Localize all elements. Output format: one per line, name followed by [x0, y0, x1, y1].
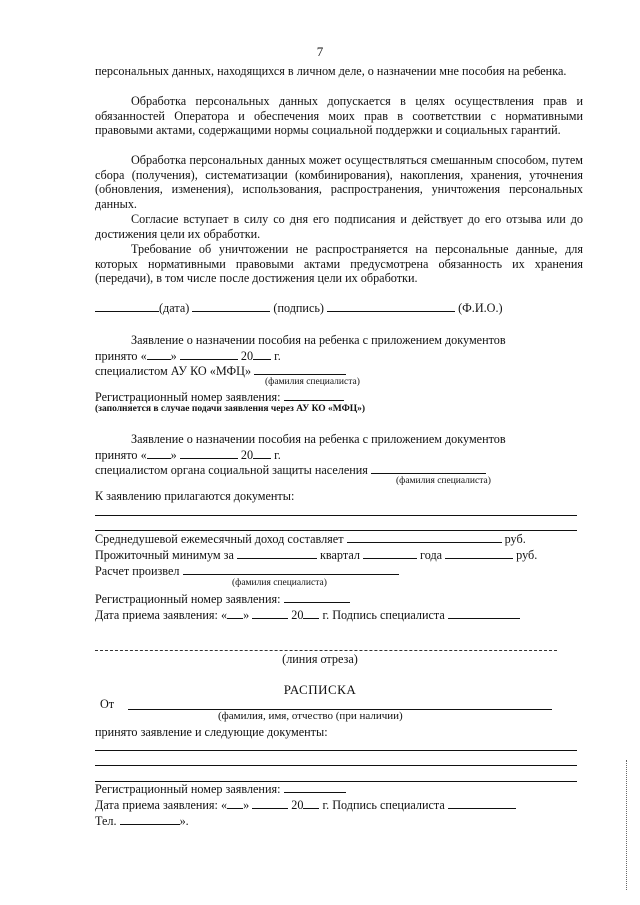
- ssz-attached-docs-label: К заявлению прилагаются документы:: [95, 489, 295, 503]
- mfc-statement-text: Заявление о назначении пособия на ребенка с приложением документов: [131, 333, 506, 347]
- cut-line: [95, 650, 557, 651]
- mfc-accepted-line: принято « » 20 г.: [95, 349, 281, 363]
- attached-docs-line-1: [95, 515, 577, 516]
- receipt-from-label: От: [100, 697, 115, 711]
- receipt-docs-line-1: [95, 750, 577, 751]
- consent-paragraph-validity: Согласие вступает в силу со дня его подписания и действует до его отзыва или до достижения цели их обработки.: [95, 212, 583, 241]
- receipt-registration-line: Регистрационный номер заявления:: [95, 781, 346, 796]
- consent-paragraph-method: Обработка персональных данных может осуществляться смешанным способом, путем сбора (получения), систематизации (комбинирования), накопления, хранения, уточнения (обновления, изменения), использования, распространения, уничтожения персональных данных.: [95, 153, 583, 211]
- ssz-specialist-line: специалистом органа социальной защиты населения: [95, 462, 486, 477]
- income-line: Среднедушевой ежемесячный доход составляет руб.: [95, 532, 526, 546]
- mfc-specialist-caption: (фамилия специалиста): [265, 377, 360, 387]
- mfc-registration-line: Регистрационный номер заявления:: [95, 389, 344, 404]
- signature-fio-label: (Ф.И.О.): [458, 301, 503, 315]
- signature-line: [95, 300, 503, 315]
- receipt-accepted-docs-label: принято заявление и следующие документы:: [95, 725, 328, 739]
- calc-caption: (фамилия специалиста): [232, 578, 327, 588]
- signature-sign-label: (подпись): [273, 301, 324, 315]
- signature-date-label: (дата): [159, 301, 190, 315]
- consent-paragraph-continuation: персональных данных, находящихся в личном деле, о назначении мне пособия на ребенка.: [95, 64, 567, 78]
- ssz-registration-line: Регистрационный номер заявления:: [95, 591, 350, 606]
- ssz-date-line: Дата приема заявления: « » 20 г. Подпись специалиста: [95, 607, 520, 622]
- receipt-tel-line: Тел. ».: [95, 814, 189, 828]
- ssz-statement-text: Заявление о назначении пособия на ребенка с приложением документов: [131, 432, 506, 446]
- receipt-date-line: Дата приема заявления: « » 20 г. Подпись специалиста: [95, 797, 516, 812]
- ssz-accepted-line: принято « » 20 г.: [95, 448, 281, 462]
- scan-edge-mark: [626, 760, 627, 890]
- minimum-line: Прожиточный минимум за квартал года руб.: [95, 548, 538, 562]
- mfc-note: (заполняется в случае подачи заявления через АУ КО «МФЦ»): [95, 404, 366, 414]
- receipt-title: РАСПИСКА: [283, 682, 357, 697]
- page-number: 7: [316, 44, 324, 59]
- receipt-docs-line-2: [95, 765, 577, 766]
- calc-line: Расчет произвел: [95, 563, 399, 578]
- receipt-from-caption: (фамилия, имя, отчество (при наличии): [218, 710, 403, 722]
- cut-label: (линия отреза): [282, 652, 358, 666]
- consent-paragraph-purpose: Обработка персональных данных допускается в целях осуществления прав и обязанностей Оператора и обеспечения моих прав в соответствии с нормативными правовыми актами, содержащими нормы социальной поддержки и социальных гарантий.: [95, 94, 583, 138]
- ssz-specialist-caption: (фамилия специалиста): [396, 476, 491, 486]
- consent-paragraph-destruction: Требование об уничтожении не распространяется на персональные данные, для которых нормативными правовыми актами предусмотрена обязанность их хранения (передачи), в том числе после достижения цели их обработки.: [95, 242, 583, 286]
- mfc-specialist-line: специалистом АУ КО «МФЦ»: [95, 363, 346, 378]
